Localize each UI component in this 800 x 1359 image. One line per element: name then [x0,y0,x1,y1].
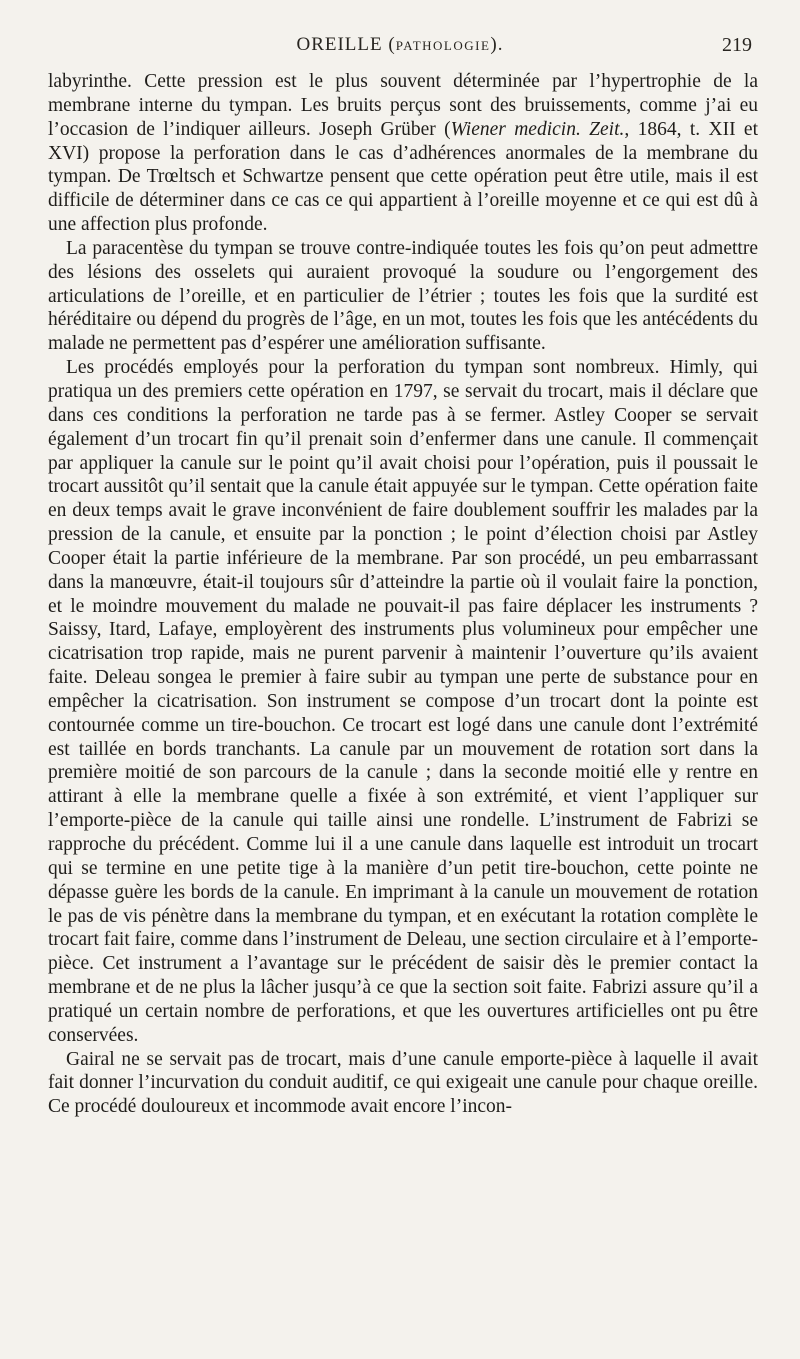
running-title-main: OREILLE [296,34,383,55]
paragraph-4 [48,1048,758,1120]
paragraph-text: La paracentèse du tympan se trouve contre-indiquée toutes les fois qu’on peut admettre des lésions des osselets qui auraient provoqué la soudure ou l’engorgement des articulations de l’oreille, et en particulier de l’étrier ; toutes les fois que la surdité est héréditaire ou dépend du progrès de l’âge, en un mot, toutes les fois que les antécédents du malade ne permettent pas d’espérer une amélioration suffisante. [48,237,758,355]
paragraph-1 [48,70,758,237]
paragraph-2 [48,237,758,356]
running-title-paren-close: ). [490,34,504,55]
running-title [40,34,760,56]
paragraph-3 [48,356,758,1047]
running-title-paren-open: ( [388,34,396,55]
paragraph-text: Gairal ne se servait pas de trocart, mais d’une canule emporte-pièce à laquelle il avait fait donner l’incurvation du conduit auditif, ce qui exigeait une canule pour chaque oreille. Ce procédé douloureux et incommode avait encore l’incon- [48,1048,758,1118]
body-text [48,70,758,1119]
paragraph-text: , 1864, t. XII et XVI) propose la perforation dans le cas d’adhérences anormales de la membrane du tympan. De Trœltsch et Schwartze pensent que cette opération peut être utile, mais il est difficile de déterminer dans ce cas ce qui appartient à l’oreille moyenne et ce qui est dû à une affection plus profonde. [48,118,758,236]
page-number: 219 [722,34,752,56]
paragraph-text: labyrinthe. Cette pression est le plus souvent déterminée par l’hypertrophie de la membrane interne du tympan. Les bruits perçus sont des bruissements, comme j’ai eu l’occasion de l’indiquer ailleurs. Joseph Grüber ( [48,71,758,140]
paragraph-text: Les procédés employés pour la perforation du tympan sont nombreux. Himly, qui pratiqua un des premiers cette opération en 1797, se servait du trocart, mais il déclare que dans ces conditions la perforation ne tarde pas à se fermer. Astley Cooper se servait également d’un trocart fin qu’il prenait soin d’enfermer dans une canule. Il commençait par appliquer la canule sur le point qu’il avait choisi pour l’opération, puis il poussait le trocart aussitôt qu’il sentait que la canule était appuyée sur le tympan. Cette opération faite en deux temps avait le grave inconvénient de faire doublement souffrir les malades par la pression de la canule, et ensuite par la ponction ; le point d’élection choisi par Astley Cooper était la partie inférieure de la membrane. Par son procédé, un peu embarrassant dans la manœuvre, était-il toujours sûr d’atteindre la partie où il voulait faire la ponction, et le moindre mouvement du malade ne pouvait-il pas faire déplacer les instruments ? Saissy, Itard, Lafaye, employèrent des instruments plus volumineux pour empêcher une cicatrisation trop rapide, mais ne purent parvenir à maintenir l’ouverture qu’ils avaient faite. Deleau songea le premier à faire subir au tympan une perte de substance pour en empêcher la cicatrisation. Son instrument se compose d’un trocart dont la pointe est contournée comme un tire-bouchon. Ce trocart est logé dans une canule dont l’extrémité est taillée en bords tranchants. La canule par un mouvement de rotation sort dans la première moitié de son parcours de la canule ; dans la seconde moitié elle y rentre en attirant à elle la membrane quelle a fixée à son extrémité, et vient l’appliquer sur l’emporte-pièce de la canule qui taille ainsi une rondelle. L’instrument de Fabrizi se rapproche du précédent. Comme lui il a une canule dans laquelle est introduit un trocart qui se termine en une petite tige à la manière d’un petit tire-bouchon, cette pointe ne dépasse guère les bords de la canule. En imprimant à la canule un mouvement de rotation le pas de vis pénètre dans la membrane du tympan, et en exécutant la rotation complète le trocart fait faire, comme dans l’instrument de Deleau, une section circulaire et à l’emporte-pièce. Cet instrument a l’avantage sur le précédent de saisir dès le premier contact la membrane et de ne plus la lâcher jusqu’à ce que la section soit faite. Fabrizi assure qu’il a pratiqué un certain nombre de perforations, et que les ouvertures artificielles ont pu être conservées. [48,357,758,1046]
italic-citation: Wiener medicin. Zeit. [450,118,625,140]
running-head [40,34,760,68]
running-title-sub: PATHOLOGIE [395,38,491,53]
